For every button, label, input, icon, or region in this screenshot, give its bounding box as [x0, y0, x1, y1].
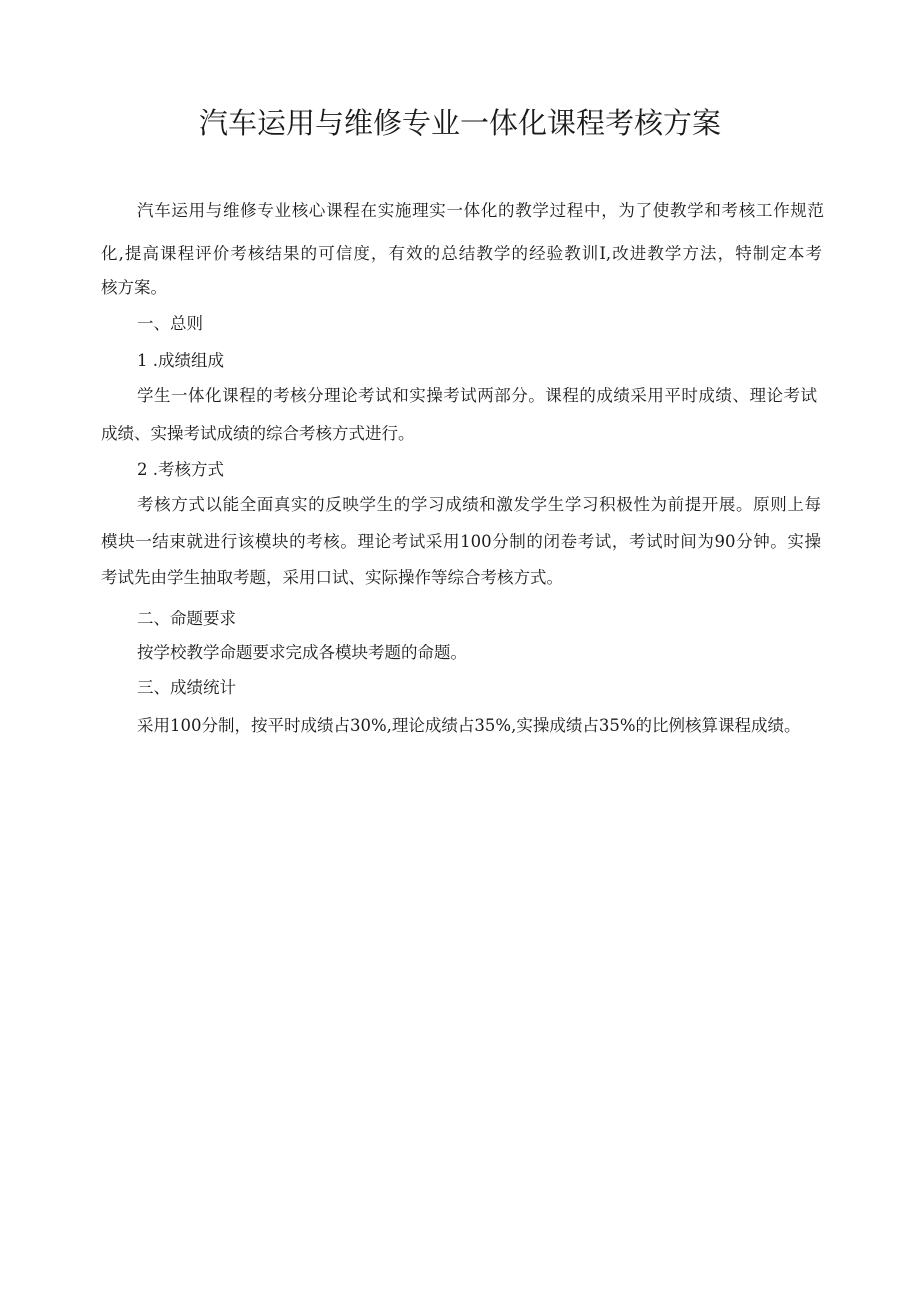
- intro-line-3: 核方案。: [101, 278, 167, 297]
- section-1-sub-2-heading: 2 .考核方式: [137, 460, 224, 479]
- section-1-heading: 一、总则: [137, 314, 203, 333]
- intro-line-1: 汽车运用与维修专业核心课程在实施理实一体化的教学过程中，为了使教学和考核工作规范: [137, 201, 824, 220]
- section-1-sub-1-line-1: 学生一体化课程的考核分理论考试和实操考试两部分。课程的成绩采用平时成绩、理论考试: [137, 386, 817, 405]
- section-1-sub-1-heading: 1 .成绩组成: [137, 351, 224, 370]
- section-1-sub-2-line-2: 模块一结束就进行该模块的考核。理论考试采用100分制的闭卷考试，考试时间为90分钟。实操: [101, 532, 821, 551]
- intro-line-2: 化,提高课程评价考核结果的可信度，有效的总结教学的经验教训I,改进教学方法，特制定本考: [101, 244, 822, 263]
- section-1-sub-2-line-3: 考试先由学生抽取考题，采用口试、实际操作等综合考核方式。: [101, 568, 563, 587]
- section-3-body: 采用100分制，按平时成绩占30%,理论成绩占35%,实操成绩占35%的比例核算课程成绩。: [137, 716, 801, 735]
- section-3-heading: 三、成绩统计: [137, 678, 236, 697]
- section-1-sub-2-line-1: 考核方式以能全面真实的反映学生的学习成绩和激发学生学习积极性为前提开展。原则上每: [137, 495, 821, 514]
- section-2-heading: 二、命题要求: [137, 609, 236, 628]
- section-2-body: 按学校教学命题要求完成各模块考题的命题。: [137, 643, 467, 662]
- document-title: 汽车运用与维修专业一体化课程考核方案: [198, 106, 721, 140]
- section-1-sub-1-line-2: 成绩、实操考试成绩的综合考核方式进行。: [101, 424, 415, 443]
